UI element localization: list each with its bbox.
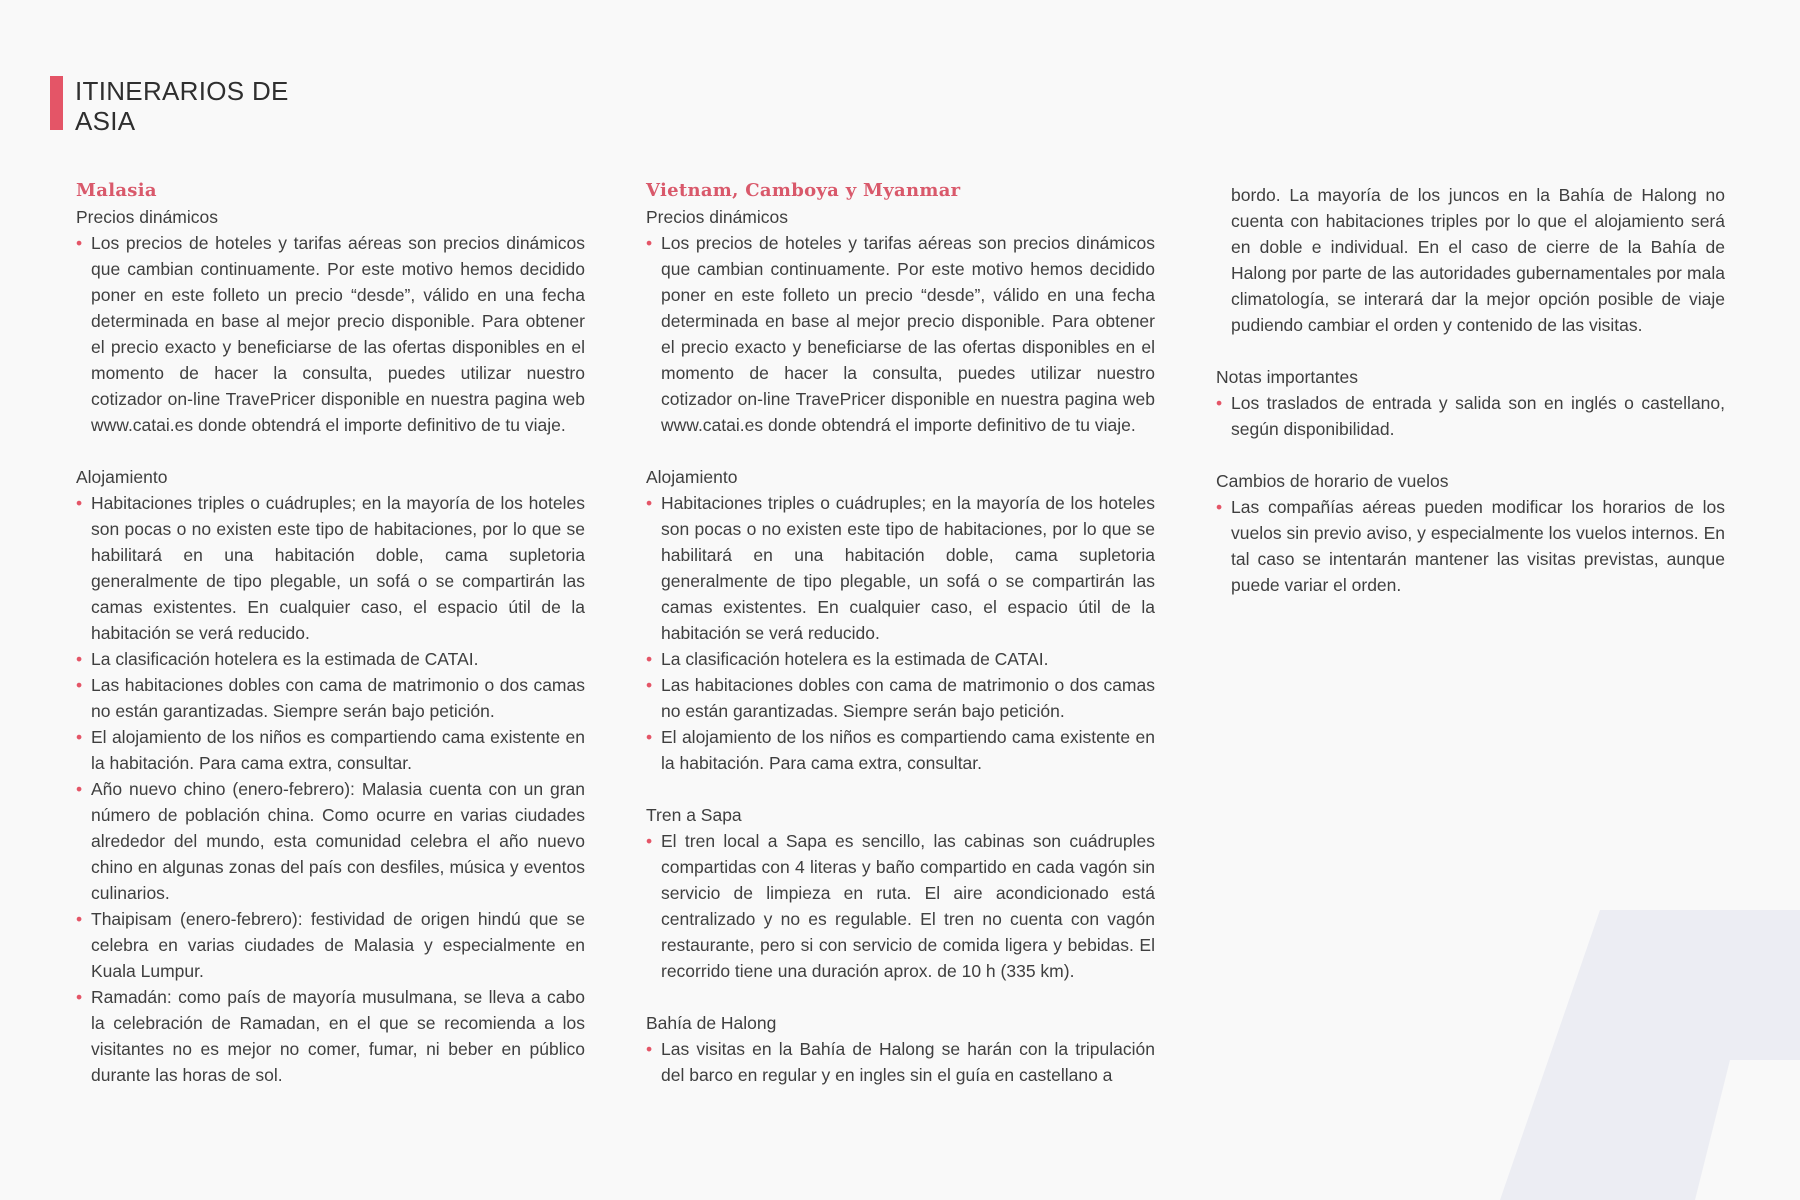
section-bahia-de-halong [646,1010,1155,1088]
bullet-icon: • [646,493,653,513]
column-vietnam-camboya-myanmar [646,178,1155,1114]
bullet-icon: • [76,649,83,669]
bullet-list [646,1036,1155,1088]
bullet-list [76,230,585,438]
bullet-icon: • [76,233,83,253]
list-item [76,984,585,1088]
list-item-text: Los precios de hoteles y tarifas aéreas son precios dinámicos que cambian continuamente. Por este motivo hemos decidido poner en este folleto un precio “desde”, válido en una fecha determinada en base al mejor precio disponible. Para obtener el precio exacto y beneficiarse de las ofertas disponibles en el momento de hacer la consulta, puedes utilizar nuestro cotizador on-line TravePricer disponible en nuestra pagina web www.catai.es donde obtendrá el importe definitivo de tu viaje. [91,233,585,435]
section-cambios-horario-vuelos [1216,468,1725,598]
section-heading: Alojamiento [76,467,168,487]
header-accent-bar [50,76,63,130]
region-title: Vietnam, Camboya y Myanmar [646,180,961,201]
bullet-icon: • [646,233,653,253]
bullet-icon: • [1216,497,1223,517]
list-item [646,724,1155,776]
bullet-icon: • [1216,393,1223,413]
list-item-text: Año nuevo chino (enero-febrero): Malasia cuenta con un gran número de población china. Como ocurre en varias ciudades alrededor del mundo, esta comunidad celebra el año nuevo chino en algunas zonas del país con desfiles, música y eventos culinarios. [91,779,585,903]
bullet-icon: • [76,675,83,695]
list-item [646,230,1155,438]
list-item [646,672,1155,724]
bullet-icon: • [76,987,83,1007]
list-item-text: La clasificación hotelera es la estimada de CATAI. [91,649,479,669]
list-item [76,672,585,724]
bullet-icon: • [76,727,83,747]
region-title: Malasia [76,180,157,201]
section-heading: Notas importantes [1216,367,1359,387]
section-bahia-continuation [1216,182,1725,338]
section-heading: Alojamiento [646,467,738,487]
section-heading: Precios dinámicos [646,207,788,227]
section-alojamiento [76,464,585,1088]
bullet-list [76,490,585,1088]
list-item-text: El tren local a Sapa es sencillo, las cabinas son cuádruples compartidas con 4 literas y baño compartido en cada vagón sin servicio de limpieza en ruta. El aire acondicionado está centralizado y no es regulable. El tren no cuenta con vagón restaurante, pero si con servicio de comida ligera y bebidas. El recorrido tiene una duración aprox. de 10 h (335 km). [661,831,1155,981]
bullet-icon: • [646,1039,653,1059]
list-item [646,828,1155,984]
list-item-text: Habitaciones triples o cuádruples; en la mayoría de los hoteles son pocas o no existen este tipo de habitaciones, por lo que se habilitará en una habitación doble, cama supletoria generalmente de tipo plegable, un sofá o se compartirán las camas existentes. En cualquier caso, el espacio útil de la habitación se verá reducido. [661,493,1155,643]
section-notas-importantes [1216,364,1725,442]
bullet-list [1216,494,1725,598]
bullet-icon: • [646,649,653,669]
section-precios-dinamicos [646,204,1155,438]
section-tren-a-sapa [646,802,1155,984]
list-item-text: Thaipisam (enero-febrero): festividad de origen hindú que se celebra en varias ciudades de Malasia y especialmente en Kuala Lumpur. [91,909,585,981]
section-heading: Tren a Sapa [646,805,742,825]
decorative-shape [1500,910,1800,1200]
section-heading: Bahía de Halong [646,1013,777,1033]
list-item-text: El alojamiento de los niños es compartiendo cama existente en la habitación. Para cama extra, consultar. [661,727,1155,773]
list-item-text: Los precios de hoteles y tarifas aéreas son precios dinámicos que cambian continuamente. Por este motivo hemos decidido poner en este folleto un precio “desde”, válido en una fecha determinada en base al mejor precio disponible. Para obtener el precio exacto y beneficiarse de las ofertas disponibles en el momento de hacer la consulta, puedes utilizar nuestro cotizador on-line TravePricer disponible en nuestra pagina web www.catai.es donde obtendrá el importe definitivo de tu viaje. [661,233,1155,435]
list-item [76,724,585,776]
section-alojamiento [646,464,1155,776]
list-item [76,230,585,438]
bullet-icon: • [646,675,653,695]
list-item-text: Los traslados de entrada y salida son en inglés o castellano, según disponibilidad. [1231,393,1725,439]
bullet-list [646,230,1155,438]
list-item [1216,494,1725,598]
list-item [76,490,585,646]
list-item [646,646,1155,672]
bullet-icon: • [646,831,653,851]
bullet-icon: • [76,909,83,929]
list-item [646,1036,1155,1088]
list-item-text: Ramadán: como país de mayoría musulmana, se lleva a cabo la celebración de Ramadan, en el que se recomienda a los visitantes no es mejor no comer, fumar, ni beber en público durante las horas de sol. [91,987,585,1085]
list-item-text: Las visitas en la Bahía de Halong se harán con la tripulación del barco en regular y en ingles sin el guía en castellano a [661,1039,1155,1085]
list-item-text: El alojamiento de los niños es compartiendo cama existente en la habitación. Para cama extra, consultar. [91,727,585,773]
bullet-icon: • [646,727,653,747]
list-item [76,776,585,906]
bullet-list [646,828,1155,984]
list-item [646,490,1155,646]
bullet-icon: • [76,779,83,799]
list-item-text: Habitaciones triples o cuádruples; en la mayoría de los hoteles son pocas o no existen este tipo de habitaciones, por lo que se habilitará en una habitación doble, cama supletoria generalmente de tipo plegable, un sofá o se compartirán las camas existentes. En cualquier caso, el espacio útil de la habitación se verá reducido. [91,493,585,643]
bullet-list [1216,390,1725,442]
section-precios-dinamicos [76,204,585,438]
section-heading: Precios dinámicos [76,207,218,227]
list-item [76,646,585,672]
list-item-text: La clasificación hotelera es la estimada de CATAI. [661,649,1049,669]
list-item-text: Las habitaciones dobles con cama de matrimonio o dos camas no están garantizadas. Siempre serán bajo petición. [91,675,585,721]
list-item [1216,390,1725,442]
list-item-text: Las compañías aéreas pueden modificar los horarios de los vuelos sin previo aviso, y especialmente los vuelos internos. En tal caso se intentarán mantener las visitas previstas, aunque puede variar el orden. [1231,497,1725,595]
bullet-list [646,490,1155,776]
column-malasia [76,178,585,1114]
continuation-text: bordo. La mayoría de los juncos en la Bahía de Halong no cuenta con habitaciones triples por lo que el alojamiento será en doble e individual. En el caso de cierre de la Bahía de Halong por parte de las autoridades gubernamentales por mala climatología, se interará dar la mejor opción posible de viaje pudiendo cambiar el orden y contenido de las visitas. [1231,185,1725,335]
bullet-icon: • [76,493,83,513]
section-heading: Cambios de horario de vuelos [1216,471,1449,491]
page-title: ITINERARIOS DE ASIA [75,76,289,136]
list-item [76,906,585,984]
page-header [50,76,305,136]
column-continuation [1216,182,1725,624]
list-item-text: Las habitaciones dobles con cama de matrimonio o dos camas no están garantizadas. Siempre serán bajo petición. [661,675,1155,721]
